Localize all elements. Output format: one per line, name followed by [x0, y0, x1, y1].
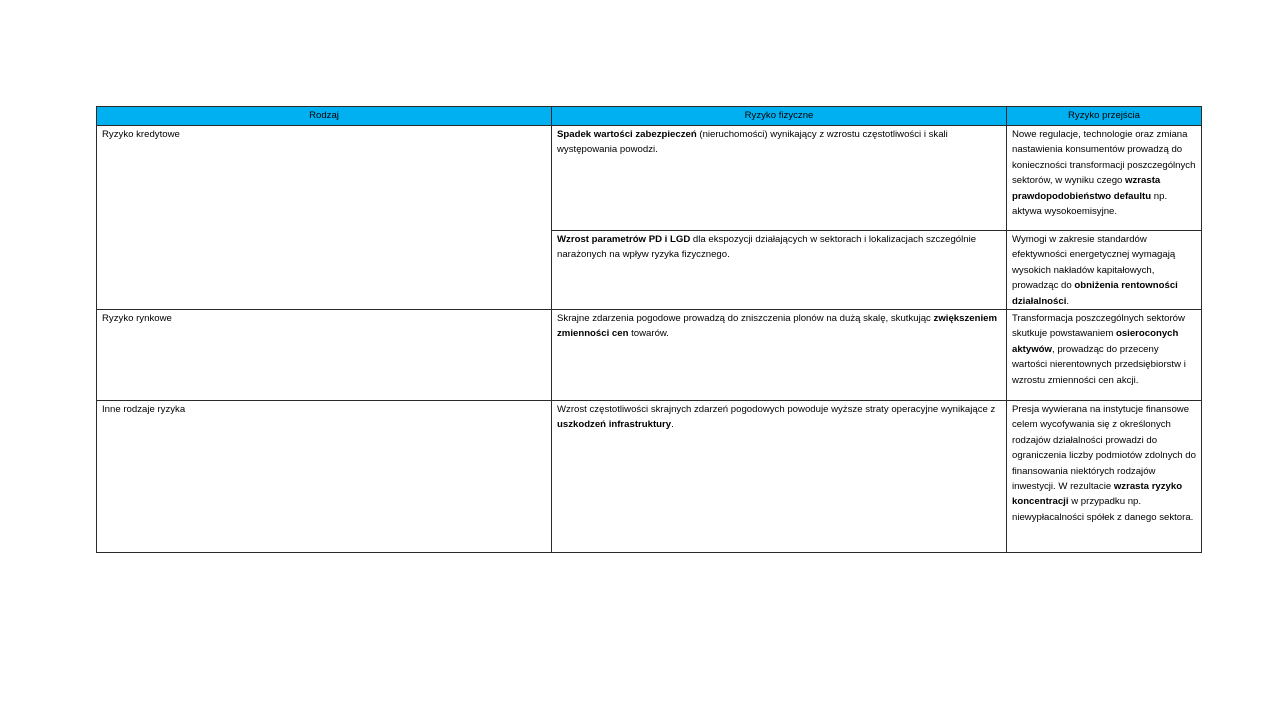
- text: .: [1066, 295, 1070, 307]
- cell-type-other: Inne rodzaje ryzyka: [97, 401, 552, 553]
- bold-text: zwiększeniem zmienności cen: [557, 313, 997, 340]
- cell-type-market: Ryzyko rynkowe: [97, 310, 552, 401]
- bold-text: wzrasta ryzyko koncentracji: [1012, 481, 1183, 508]
- text: w przypadku np. niewypłacalności spółek z danego sektora.: [1012, 496, 1194, 523]
- cell-transition-market: [1007, 310, 1202, 401]
- text: np. aktywa wysokoemisyjne.: [1012, 190, 1168, 218]
- text: Skrajne zdarzenia pogodowe prowadzą do zniszczenia plonów na dużą skalę, skutkując: [557, 313, 934, 325]
- text: Wymogi w zakresie standardów efektywności energetycznej wymagają wysokich nakładów kapitałowych, prowadząc do: [1012, 234, 1176, 292]
- text: towarów.: [628, 328, 669, 340]
- text: , prowadząc do przeceny wartości nierentownych przedsiębiorstw i wzrostu zmienności cen akcji.: [1012, 343, 1186, 386]
- cell-type-credit: Ryzyko kredytowe: [97, 126, 552, 310]
- cell-transition-other: [1007, 401, 1202, 553]
- text: Transformacja poszczególnych sektorów skutkuje powstawaniem: [1012, 313, 1185, 340]
- bold-text: osieroconych aktywów: [1012, 328, 1179, 355]
- text: Nowe regulacje, technologie oraz zmiana nastawienia konsumentów prowadzą do konieczności transformacji poszczególnych sektorów, w wyniku czego: [1012, 129, 1196, 187]
- cell-physical-market: [552, 310, 1007, 401]
- table-row: [97, 310, 1202, 401]
- bold-text: obniżenia rentowności działalności: [1012, 280, 1178, 307]
- text: (nieruchomości) wynikający z wzrostu częstotliwości i skali występowania powodzi.: [557, 129, 948, 156]
- header-ryzyko-fizyczne: Ryzyko fizyczne: [552, 107, 1007, 126]
- header-rodzaj: Rodzaj: [97, 107, 552, 126]
- text: Presja wywierana na instytucje finansowe celem wycofywania się z określonych rodzajów działalności prowadzi do ograniczenia liczby podmiotów zdolnych do finansowania niektórych rodzajów inwestycji. W rezultacie: [1012, 404, 1196, 493]
- bold-text: uszkodzeń infrastruktury: [557, 419, 672, 431]
- cell-physical-other: [552, 401, 1007, 553]
- cell-transition-credit-2: [1007, 231, 1202, 310]
- table-row: [97, 401, 1202, 553]
- header-ryzyko-przejscia: Ryzyko przejścia: [1007, 107, 1202, 126]
- cell-physical-credit-1: [552, 126, 1007, 231]
- cell-physical-credit-2: [552, 231, 1007, 310]
- text: Wzrost częstotliwości skrajnych zdarzeń pogodowych powoduje wyższe straty operacyjne wynikające z: [557, 404, 996, 416]
- table-header-row: [97, 107, 1202, 126]
- risk-table: [96, 106, 1202, 553]
- text: dla ekspozycji działających w sektorach i lokalizacjach szczególnie narażonych na wpływ ryzyka fizycznego.: [557, 234, 977, 261]
- cell-transition-credit-1: [1007, 126, 1202, 231]
- bold-text: Wzrost parametrów PD i LGD: [557, 234, 691, 245]
- text: .: [671, 419, 674, 431]
- bold-text: wzrasta prawdopodobieństwo defaultu: [1012, 175, 1161, 202]
- bold-text: Spadek wartości zabezpieczeń: [557, 129, 697, 140]
- table-row: [97, 126, 1202, 231]
